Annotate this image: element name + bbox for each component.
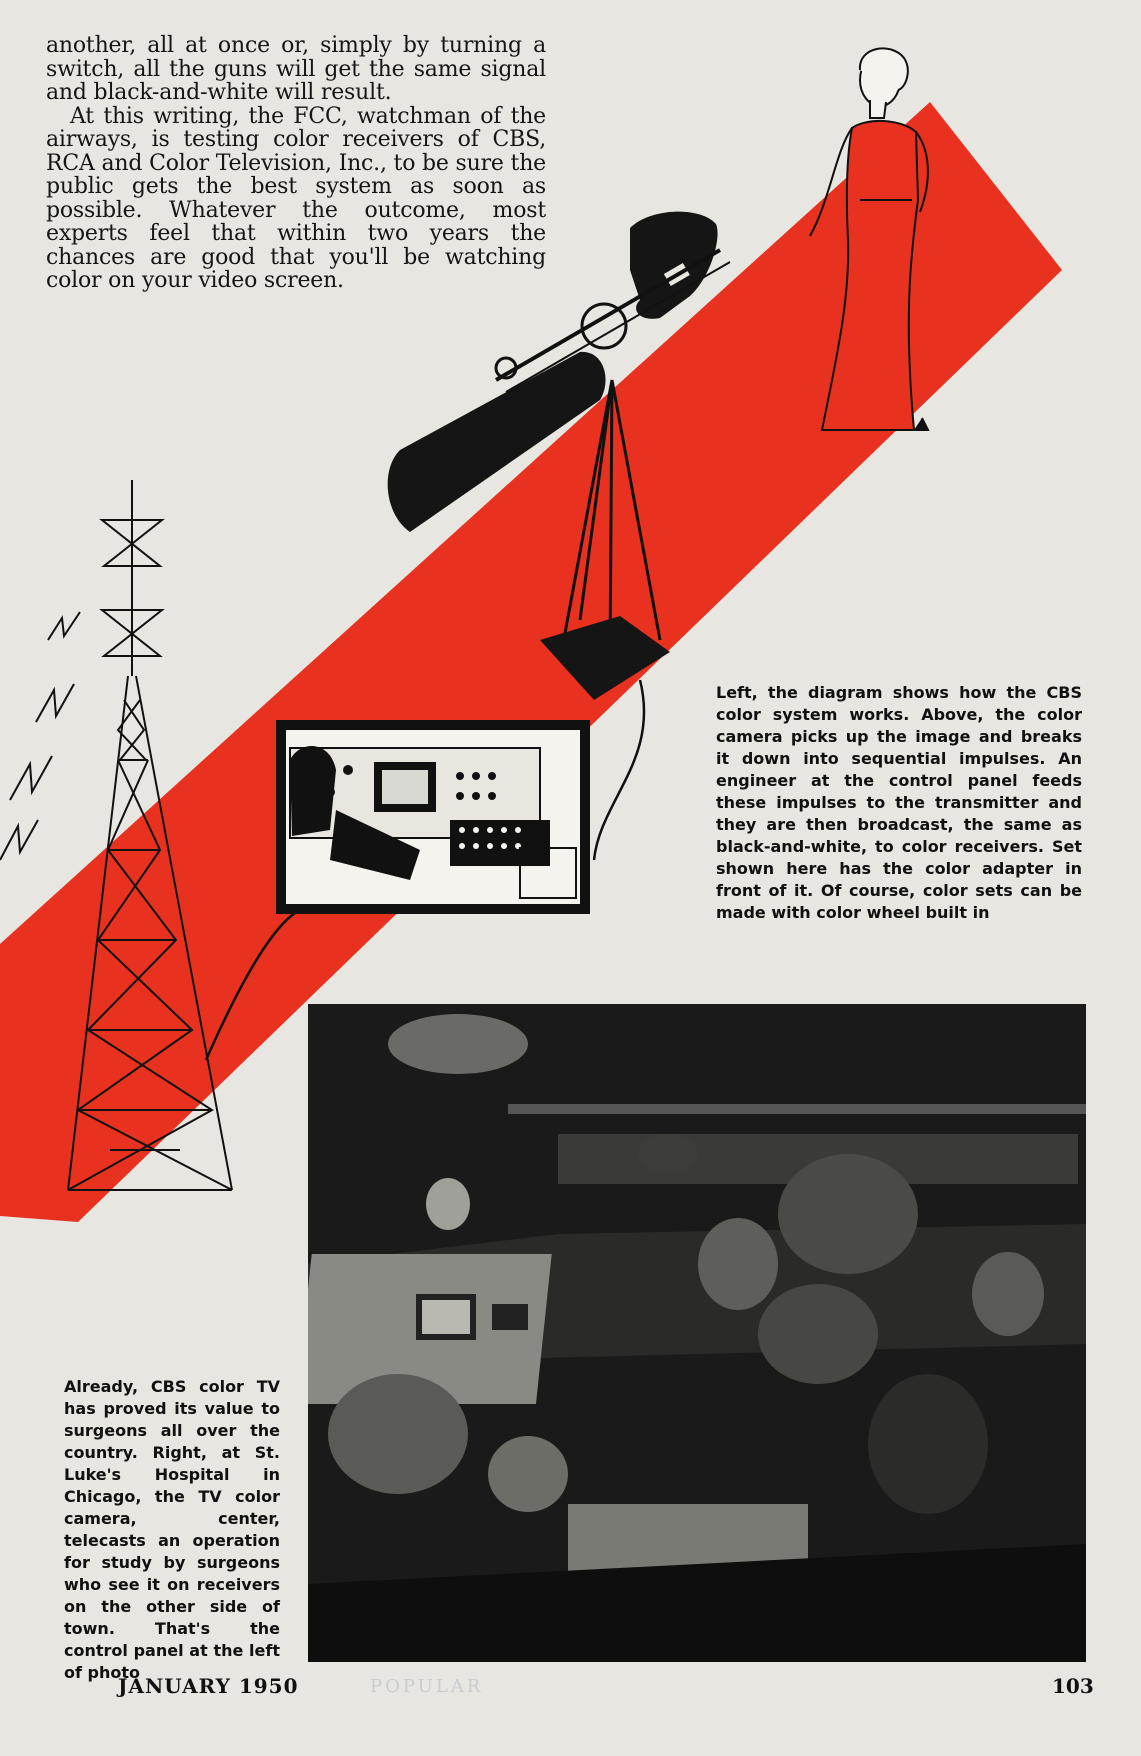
photo-illustration xyxy=(308,1004,1086,1662)
article-paragraph: another, all at once or, simply by turning a switch, all the guns will get the same signal and black-and-white will result. xyxy=(46,33,546,105)
diagram-caption: Left, the diagram shows how the CBS color system works. Above, the color camera picks up the image and breaks it down into sequential impulses. An engineer at the control panel feeds these impulses to the transmitter and they are then broadcast, the same as black-and-white, to color receivers. Set shown here has the color adapter in front of it. Of course, color sets can be made with color wheel built in xyxy=(716,683,1082,922)
issue-date: JANUARY 1950 xyxy=(118,1674,299,1698)
article-paragraph: At this writing, the FCC, watchman of the airways, is testing color receivers of CBS, RCA and Color Television, Inc., to be sure the public gets the best system as soon as possible. Whatever the outcome, most experts feel that within two years the chances are good that you'll be watching color on your video screen. xyxy=(46,103,546,293)
operating-room-photo xyxy=(308,1004,1086,1662)
control-panel-icon xyxy=(276,720,590,914)
bleed-through-footer: POPULAR xyxy=(370,1676,484,1697)
article-body xyxy=(46,34,546,293)
photo-caption: Already, CBS color TV has proved its value to surgeons all over the country. Right, at St. Luke's Hospital in Chicago, the TV color camera, center, telecasts an operation for study by surgeons who see it on receivers on the other side of town. That's the control panel at the left of photo xyxy=(64,1377,280,1682)
page-number: 103 xyxy=(1052,1674,1094,1698)
signal-waves-icon xyxy=(0,612,80,860)
